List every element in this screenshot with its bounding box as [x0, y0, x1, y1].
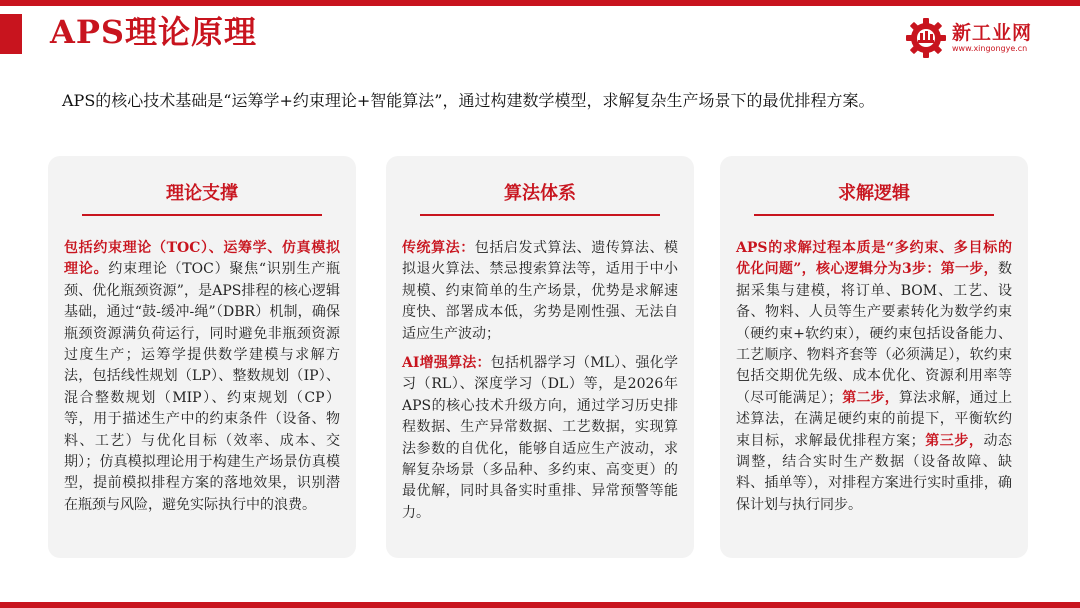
page-title: APS理论原理: [50, 13, 258, 51]
card-title: 算法体系: [504, 183, 576, 204]
card-body-text: 包括机器学习（ML）、强化学习（RL）、深度学习（DL）等，是2026年APS的核心技术升级方向，通过学习历史排程数据、生产异常数据、工艺数据，实现算法参数的自优化，能够自适应生产波动，求解复杂场景（多品种、多约束、高变更）的最优解，同时具备实时重排、异常预警等能力。: [402, 355, 678, 521]
card-lead-text: APS的求解过程本质是“多约束、多目标的优化问题”，核心逻辑分为3步：第一步，: [736, 240, 1012, 278]
card-body: [402, 238, 678, 524]
gear-logo-icon: [904, 16, 948, 60]
card-title-underline: [420, 214, 660, 216]
card-body-text: 算法求解，通过上述算法，在满足硬约束的前提下，平衡软约束目标，求解最优排程方案；: [736, 389, 1013, 449]
card-theory-support: [48, 156, 356, 558]
card-title: 求解逻辑: [838, 183, 910, 204]
card-body-text: 数据采集与建模，将订单、BOM、工艺、设备、物料、人员等生产要素转化为数学约束（硬约束+软约束），硬约束包括设备能力、工艺顺序、物料齐套等（必须满足），软约束包括交期优先级、成本优化、资源利用率等（尽可能满足）；: [736, 261, 1012, 406]
card-title: 理论支撑: [166, 183, 238, 204]
card-title-underline: [754, 214, 994, 216]
step-two-label: 第二步，: [842, 389, 899, 406]
title-accent-mark: [0, 14, 22, 54]
step-three-label: 第三步，: [924, 432, 984, 449]
logo-name: 新工业网: [952, 22, 1033, 44]
brand-logo: [904, 14, 1064, 62]
card-body-text: 包括启发式算法、遗传算法、模拟退火算法、禁忌搜索算法等，适用于中小规模、约束简单的生产场景，优势是求解速度快、部署成本低，劣势是刚性强、无法自适应生产波动；: [402, 240, 679, 342]
ai-algorithm-paragraph: [402, 353, 678, 524]
card-body-text: 约束理论（TOC）聚焦“识别生产瓶颈、优化瓶颈资源”，是APS排程的核心逻辑基础，通过“鼓-缓冲-绳”（DBR）机制，确保瓶颈资源满负荷运行，同时避免非瓶颈资源过度生产；运筹学提供数学建模与求解方法，包括线性规划（LP）、整数规划（IP）、混合整数规划（MIP）、约束规划（CP）等，用于描述生产中的约束条件（设备、物料、工艺）与优化目标（效率、成本、交期）；仿真模拟理论用于构建生产场景仿真模型，提前模拟排程方案的落地效果，识别潜在瓶颈与风险，避免实际执行中的浪费。: [64, 261, 341, 513]
card-lead-text: 包括约束理论（TOC）、运筹学、仿真模拟理论。: [64, 240, 340, 278]
card-solving-logic: [720, 156, 1028, 558]
card-lead-text: 传统算法：: [402, 240, 475, 256]
card-title-underline: [82, 214, 322, 216]
card-body-text: 动态调整，结合实时生产数据（设备故障、缺料、插单等），对排程方案进行实时重排，确保计划与执行同步。: [736, 432, 1013, 513]
bottom-accent-bar: [0, 602, 1080, 608]
logo-url: www.xingongye.cn: [952, 44, 1028, 53]
card-body: [64, 238, 340, 516]
traditional-algorithm-paragraph: [402, 238, 678, 345]
top-accent-bar: [0, 0, 1080, 6]
card-lead-text: AI增强算法：: [402, 355, 491, 372]
intro-text: APS的核心技术基础是“运筹学+约束理论+智能算法”，通过构建数学模型，求解复杂生产场景下的最优排程方案。: [62, 91, 875, 110]
card-algorithm-system: [386, 156, 694, 558]
card-body: [736, 238, 1012, 516]
